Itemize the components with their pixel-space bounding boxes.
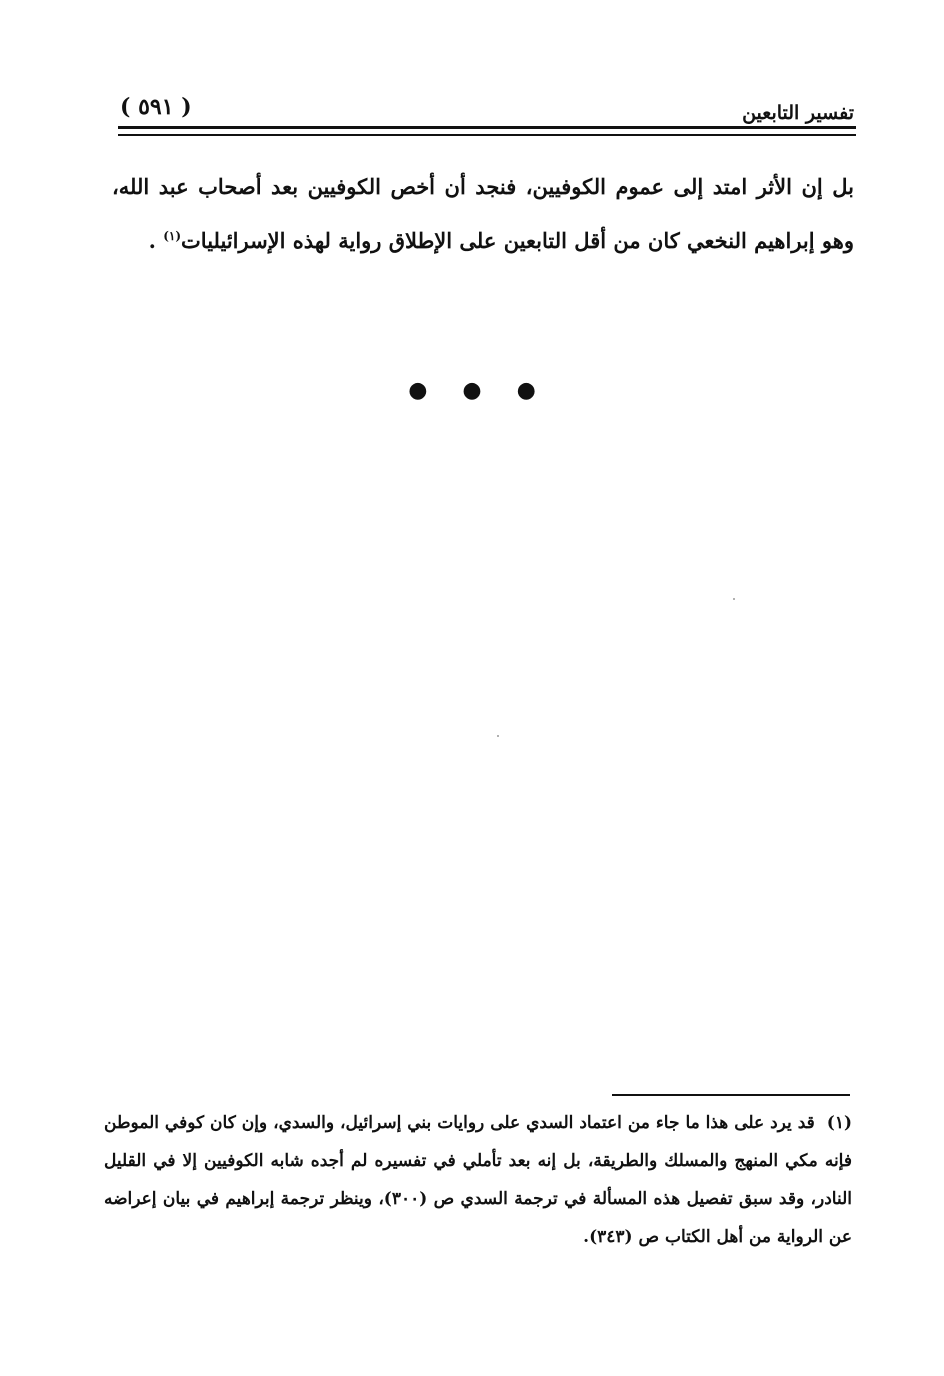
footnote-reference: (١) xyxy=(163,229,182,243)
footnote-number: (١) xyxy=(826,1113,852,1133)
footnote-text: قد يرد على هذا ما جاء من اعتماد السدي على روايات بني إسرائيل، والسدي، وإن كان كوفي الموطن فإنه مكي المنهج والمسلك والطريقة، بل إنه بعد تأملي في تفسيره لم أجده شابه الكوفيين إلا في القليل النادر، وقد سبق تفصيل هذه المسألة في ترجمة السدي ص (٣٠٠)، وينظر ترجمة إبراهيم في بيان إعراضه عن الرواية من أهل الكتاب ص (٣٤٣). xyxy=(104,1113,852,1247)
paragraph-end: . xyxy=(148,228,164,253)
page-number: ( ٥٩١ ) xyxy=(120,94,192,120)
section-separator: ● ● ● xyxy=(408,378,550,403)
main-paragraph xyxy=(112,160,854,268)
header-rule-thin xyxy=(118,134,856,136)
paragraph-text: بل إن الأثر امتد إلى عموم الكوفيين، فنجد أن أخص الكوفيين بعد أصحاب عبد الله، وهو إبراهيم النخعي كان من أقل التابعين على الإطلاق رواية لهذه الإسرائيليات xyxy=(112,174,854,253)
header-rule xyxy=(118,126,856,129)
footnote xyxy=(104,1104,852,1256)
footnote-rule xyxy=(612,1094,850,1096)
scan-speck xyxy=(497,735,499,737)
running-title: تفسير التابعين xyxy=(742,102,854,124)
scan-speck xyxy=(733,598,735,600)
